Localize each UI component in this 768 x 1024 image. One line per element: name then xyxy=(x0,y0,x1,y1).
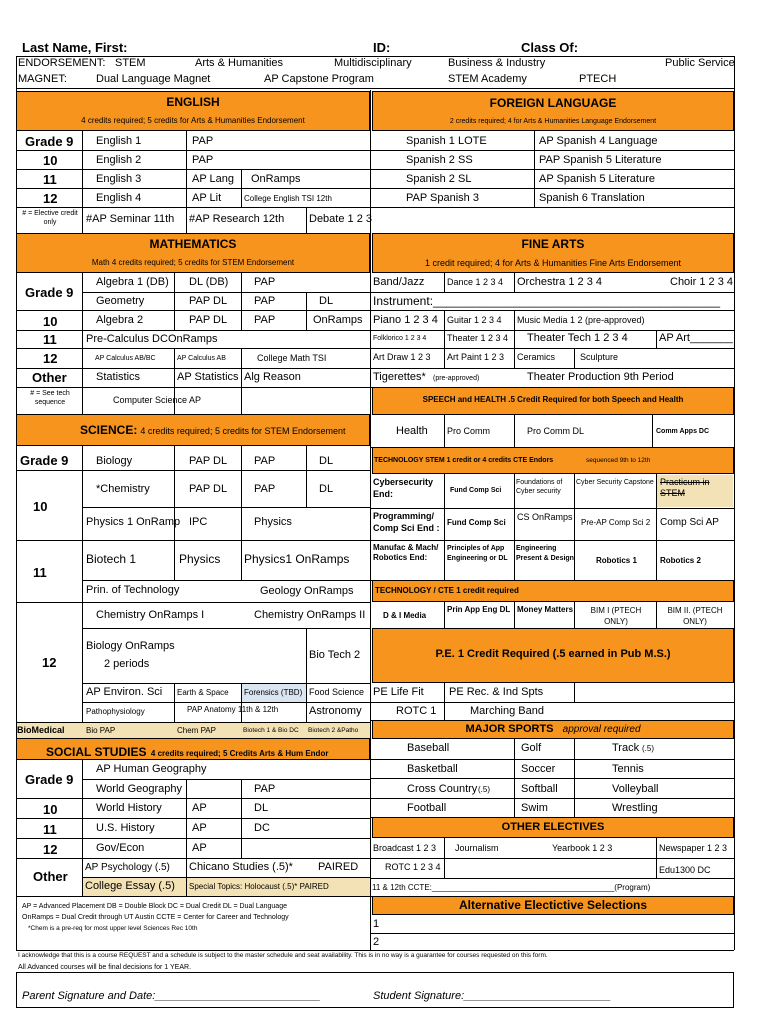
speech-title: SPEECH and HEALTH .5 Credit Required for both Speech and Health xyxy=(422,395,684,404)
math-grade-other: Other xyxy=(32,370,67,385)
pe-life-fit[interactable]: PE Life Fit xyxy=(373,686,424,698)
english-4-ap-lit[interactable]: AP Lit xyxy=(192,192,222,204)
english-3[interactable]: English 3 xyxy=(96,173,142,185)
ipc[interactable]: IPC xyxy=(189,516,208,528)
biology-onramps[interactable]: Biology OnRamps xyxy=(86,640,175,652)
biology[interactable]: Biology xyxy=(96,455,133,467)
algebra-2-pap-dl[interactable]: PAP DL xyxy=(189,314,228,326)
wrestling[interactable]: Wrestling xyxy=(612,802,658,814)
science-heading xyxy=(80,424,346,437)
biomedical-label: BioMedical xyxy=(17,725,65,735)
physics-11[interactable]: Physics xyxy=(179,552,221,566)
chemistry-dl[interactable]: DL xyxy=(319,483,334,495)
us-history[interactable]: U.S. History xyxy=(96,822,155,834)
special-topics-holocaust[interactable]: Special Topics: Holocaust (.5)* PAIRED xyxy=(189,882,329,891)
robotics-1[interactable]: Robotics 1 xyxy=(596,556,637,565)
instrument-field[interactable]: Instrument:___________________________________________ xyxy=(373,294,720,308)
legend-line-1: AP = Advanced Placement DB = Double Block DC = Dual Credit DL = Dual Language xyxy=(22,903,287,910)
ap-environ-sci[interactable]: AP Environ. Sci xyxy=(86,686,163,698)
cross-country-credit: (.5) xyxy=(478,785,490,794)
biotech-2[interactable]: Bio Tech 2 xyxy=(309,649,361,661)
science-title: SCIENCE: xyxy=(80,423,138,437)
chicano-studies[interactable]: Chicano Studies (.5)* xyxy=(189,861,293,873)
english-grade-10: 10 xyxy=(43,153,58,168)
biology-pap[interactable]: PAP xyxy=(254,455,276,467)
tech-stem-title: TECHNOLOGY STEM 1 credit or 4 credits CTE Endors xyxy=(374,457,554,464)
magnet-capstone[interactable]: AP Capstone Program xyxy=(264,73,374,85)
ap-statistics[interactable]: AP Statistics xyxy=(177,371,239,383)
spanish-6[interactable]: Spanish 6 Translation xyxy=(539,192,645,204)
geometry-pap-dl[interactable]: PAP DL xyxy=(189,295,228,307)
swim[interactable]: Swim xyxy=(521,802,548,814)
class-of-label: Class Of: xyxy=(521,40,579,55)
world-history-dl[interactable]: DL xyxy=(254,802,269,814)
endorsement-label: ENDORSEMENT: xyxy=(18,57,106,69)
spanish-2-sl[interactable]: Spanish 2 SL xyxy=(406,173,472,185)
ap-psychology[interactable]: AP Psychology (.5) xyxy=(85,862,170,873)
science-grade-12: 12 xyxy=(42,655,57,670)
biotech-1[interactable]: Biotech 1 xyxy=(86,552,137,566)
endorsement-business[interactable]: Business & Industry xyxy=(448,57,546,69)
social-grade-10: 10 xyxy=(43,802,58,817)
math-sub: Math 4 credits required; 5 credits for STEM Endorsement xyxy=(91,258,295,267)
algebra-2[interactable]: Algebra 2 xyxy=(96,314,144,326)
pathophysiology[interactable]: Pathophysiology xyxy=(86,707,145,716)
endorsement-arts[interactable]: Arts & Humanities xyxy=(195,57,284,69)
band-jazz[interactable]: Band/Jazz xyxy=(373,276,425,288)
algebra-1-pap[interactable]: PAP xyxy=(254,276,276,288)
choir[interactable]: Choir 1 2 3 4 xyxy=(670,276,733,288)
ap-seminar[interactable]: #AP Seminar 11th xyxy=(86,213,175,225)
last-name-label: Last Name, First: xyxy=(22,40,128,55)
volleyball[interactable]: Volleyball xyxy=(612,783,659,795)
geology-onramps[interactable]: Geology OnRamps xyxy=(260,585,354,597)
pap-spanish-5[interactable]: PAP Spanish 5 Literature xyxy=(539,154,662,166)
english-grade-11: 11 xyxy=(43,172,57,187)
comp-sci-ap[interactable]: Comp Sci AP xyxy=(660,517,719,528)
magnet-ptech[interactable]: PTECH xyxy=(579,73,617,85)
art-paint[interactable]: Art Paint 1 2 3 xyxy=(447,352,505,362)
fine-arts-sub: 1 credit required; 4 for Arts & Humanities Fine Arts Endorsement xyxy=(424,258,682,268)
social-grade-9: Grade 9 xyxy=(25,772,74,787)
prin-app-eng-dl[interactable]: Prin App Eng DL xyxy=(447,605,511,614)
sports-note: approval required xyxy=(562,724,641,735)
computer-science-ap[interactable]: Computer Science AP xyxy=(113,395,202,405)
pro-comm-dl[interactable]: Pro Comm DL xyxy=(527,426,585,436)
legend-line-2: OnRamps = Dual Credit through UT Austin CCTE = Center for Career and Technology xyxy=(22,914,289,921)
baseball[interactable]: Baseball xyxy=(407,742,450,754)
paired-1: PAIRED xyxy=(318,861,359,873)
fund-comp-sci-cyber[interactable]: Fund Comp Sci xyxy=(450,487,502,494)
english-4[interactable]: English 4 xyxy=(96,192,142,204)
college-essay[interactable]: College Essay (.5) xyxy=(85,880,175,892)
math-tech-note: # = See tech sequence xyxy=(30,390,70,406)
alternative-title: Alternative Electictive Selections xyxy=(458,898,648,912)
advanced-note: All Advanced courses will be final decisions for 1 YEAR. xyxy=(18,964,192,971)
legend-line-3: *Chem is a pre-req for most upper level Sciences Rec 10th xyxy=(28,925,198,932)
chemistry-pap[interactable]: PAP xyxy=(254,483,276,495)
social-grade-other: Other xyxy=(33,869,68,884)
tech-stem-sequence: sequenced 9th to 12th xyxy=(586,457,651,464)
pre-ap-comp-sci-2[interactable]: Pre-AP Comp Sci 2 xyxy=(581,518,651,527)
algebra-2-pap[interactable]: PAP xyxy=(254,314,276,326)
science-sub: 4 credits required; 5 credits for STEM Endorsement xyxy=(140,426,346,436)
track-credit: (.5) xyxy=(642,744,654,753)
geometry-pap[interactable]: PAP xyxy=(254,295,276,307)
english-3-onramps[interactable]: OnRamps xyxy=(251,173,301,185)
other-electives-title: OTHER ELECTIVES xyxy=(501,821,605,833)
social-grade-11: 11 xyxy=(43,822,57,837)
ceramics[interactable]: Ceramics xyxy=(517,352,556,362)
money-matters[interactable]: Money Matters xyxy=(517,605,573,614)
alternative-2[interactable]: 2 xyxy=(373,936,380,948)
physics-1-onramp[interactable]: Physics 1 OnRamp xyxy=(86,516,181,528)
spanish-1[interactable]: Spanish 1 LOTE xyxy=(406,135,487,147)
earth-space[interactable]: Earth & Space xyxy=(177,688,229,697)
bim-1[interactable]: BIM I (PTECH ONLY) xyxy=(590,606,642,627)
english-title: ENGLISH xyxy=(166,95,220,109)
chemistry[interactable]: *Chemistry xyxy=(96,483,150,495)
ap-spanish-4[interactable]: AP Spanish 4 Language xyxy=(539,135,658,147)
foreign-sub: 2 credits required; 4 for Arts & Humanities Language Endorsement xyxy=(449,118,657,125)
manufac-end: Manufac & Mach/ Robotics End: xyxy=(373,543,439,563)
physics[interactable]: Physics xyxy=(254,516,292,528)
guitar[interactable]: Guitar 1 2 3 4 xyxy=(447,315,502,325)
debate[interactable]: Debate 1 2 3 xyxy=(309,213,372,225)
tigerettes-note: (pre-approved) xyxy=(433,375,480,382)
foreign-title: FOREIGN LANGUAGE xyxy=(489,96,617,110)
ap-research[interactable]: #AP Research 12th xyxy=(189,213,285,225)
practicum-stem[interactable]: Practicum in STEM xyxy=(660,477,710,499)
astronomy[interactable]: Astronomy xyxy=(309,705,362,717)
music-media[interactable]: Music Media 1 2 (pre-approved) xyxy=(517,315,645,325)
rotc-1234[interactable]: ROTC 1 2 3 4 xyxy=(385,862,441,872)
magnet-label: MAGNET: xyxy=(18,73,67,85)
algebra-2-onramps[interactable]: OnRamps xyxy=(313,314,363,326)
food-science[interactable]: Food Science xyxy=(309,687,365,697)
bio-pap[interactable]: Bio PAP xyxy=(86,726,116,735)
soccer[interactable]: Soccer xyxy=(521,763,556,775)
social-grade-12: 12 xyxy=(43,842,58,857)
football[interactable]: Football xyxy=(407,802,447,814)
ap-human-geography[interactable]: AP Human Geography xyxy=(96,763,207,775)
english-elective-note: # = Elective credit only xyxy=(22,210,78,226)
college-math[interactable]: College Math TSI xyxy=(257,353,327,363)
theater-production[interactable]: Theater Production 9th Period xyxy=(527,371,674,383)
dance[interactable]: Dance 1 2 3 4 xyxy=(447,277,504,287)
world-history-ap[interactable]: AP xyxy=(192,802,207,814)
robotics-2[interactable]: Robotics 2 xyxy=(660,556,701,565)
math-grade-9: Grade 9 xyxy=(25,285,74,300)
biology-onramps-periods: 2 periods xyxy=(104,658,150,670)
folklorico[interactable]: Folklorico 1 2 3 4 xyxy=(373,335,427,342)
acknowledgement: I acknowledge that this is a course REQUEST and a schedule is subject to the master schedule and seat availability. This is in no way is a guarantee for courses requested on this form. xyxy=(18,952,548,959)
ap-calc-abbc[interactable]: AP Calculus AB/BC xyxy=(95,355,156,362)
pro-comm[interactable]: Pro Comm xyxy=(447,426,491,436)
foundations-cyber[interactable]: Foundations of Cyber security xyxy=(516,479,563,496)
alg-reason[interactable]: Alg Reason xyxy=(244,371,301,383)
science-grade-10: 10 xyxy=(33,499,48,514)
orchestra[interactable]: Orchestra 1 2 3 4 xyxy=(517,276,602,288)
student-signature[interactable]: Student Signature:________________________ xyxy=(373,990,611,1002)
tech-cte-title: TECHNOLOGY / CTE 1 credit required xyxy=(375,586,519,595)
physics-onramps[interactable]: Physics1 OnRamps xyxy=(244,552,350,566)
programming-end: Programming/ Comp Sci End : xyxy=(373,511,440,533)
statistics[interactable]: Statistics xyxy=(96,371,141,383)
science-grade-9: Grade 9 xyxy=(20,453,69,468)
english-grade-12: 12 xyxy=(43,191,58,206)
pap-anatomy[interactable]: PAP Anatomy 11th & 12th xyxy=(187,705,279,714)
algebra-1[interactable]: Algebra 1 (DB) xyxy=(96,276,169,288)
ap-spanish-5[interactable]: AP Spanish 5 Literature xyxy=(539,173,655,185)
english-grade-9: Grade 9 xyxy=(25,134,74,149)
ccte-field[interactable]: 11 & 12th CCTE:_________________________________________(Program) xyxy=(372,883,651,892)
principles-app-eng[interactable]: Principles of App Engineering or DL xyxy=(447,545,508,562)
basketball[interactable]: Basketball xyxy=(407,763,458,775)
math-title: MATHEMATICS xyxy=(149,237,237,251)
biotech-1-bio-dc[interactable]: Biotech 1 & Bio DC xyxy=(243,727,299,734)
tennis[interactable]: Tennis xyxy=(612,763,644,775)
us-history-dc[interactable]: DC xyxy=(254,822,270,834)
broadcast[interactable]: Broadcast 1 2 3 xyxy=(373,843,437,853)
us-history-ap[interactable]: AP xyxy=(192,822,207,834)
yearbook[interactable]: Yearbook 1 2 3 xyxy=(552,843,613,853)
social-heading xyxy=(46,744,328,760)
sports-title: MAJOR SPORTS xyxy=(465,723,554,735)
art-draw[interactable]: Art Draw 1 2 3 xyxy=(373,352,431,362)
english-3-ap-lang[interactable]: AP Lang xyxy=(192,173,235,185)
gov-econ-ap[interactable]: AP xyxy=(192,842,207,854)
english-4-college[interactable]: College English TSI 12th xyxy=(244,194,332,203)
chem-pap[interactable]: Chem PAP xyxy=(177,726,216,735)
biology-dl[interactable]: DL xyxy=(319,455,334,467)
edu1300-dc[interactable]: Edu1300 DC xyxy=(659,865,711,875)
biotech-2-patho[interactable]: Biotech 2 &Patho xyxy=(308,727,359,734)
fund-comp-sci-prog[interactable]: Fund Comp Sci xyxy=(447,518,506,527)
pap-spanish-3[interactable]: PAP Spanish 3 xyxy=(406,192,479,204)
world-geography[interactable]: World Geography xyxy=(96,783,183,795)
chemistry-onramps-1[interactable]: Chemistry OnRamps I xyxy=(96,609,205,621)
sculpture[interactable]: Sculpture xyxy=(580,352,619,362)
fine-arts-title: FINE ARTS xyxy=(521,237,585,251)
precalc-dc[interactable]: Pre-Calculus DC xyxy=(86,333,168,345)
chemistry-pap-dl[interactable]: PAP DL xyxy=(189,483,228,495)
biology-pap-dl[interactable]: PAP DL xyxy=(189,455,228,467)
english-sub: 4 credits required; 5 credits for Arts & Humanities Endorsement xyxy=(81,116,305,125)
world-geography-pap[interactable]: PAP xyxy=(254,783,276,795)
cross-country[interactable]: Cross Country xyxy=(407,783,478,795)
tigerettes[interactable]: Tigerettes* xyxy=(373,371,426,383)
social-title: SOCIAL STUDIES xyxy=(46,745,147,759)
cybersecurity-end: Cybersecurity End: xyxy=(373,477,434,499)
pe-title: P.E. 1 Credit Required (.5 earned in Pub M.S.) xyxy=(435,648,671,660)
health[interactable]: Health xyxy=(396,425,428,437)
ap-calc-ab[interactable]: AP Calculus AB xyxy=(177,355,226,362)
cyber-capstone[interactable]: Cyber Security Capstone xyxy=(576,479,654,486)
softball[interactable]: Softball xyxy=(521,783,558,795)
algebra-1-dl[interactable]: DL (DB) xyxy=(189,276,229,288)
cs-onramps[interactable]: CS OnRamps xyxy=(517,512,573,522)
parent-signature[interactable]: Parent Signature and Date:___________________________ xyxy=(22,990,321,1002)
d-i-media[interactable]: D & I Media xyxy=(383,611,427,620)
pe-rec[interactable]: PE Rec. & Ind Spts xyxy=(449,686,544,698)
sports-heading xyxy=(372,724,734,735)
piano[interactable]: Piano 1 2 3 4 xyxy=(373,314,438,326)
ap-art[interactable]: AP Art_______ xyxy=(659,332,733,344)
marching-band[interactable]: Marching Band xyxy=(470,705,544,717)
geometry[interactable]: Geometry xyxy=(96,295,145,307)
endorsement-stem[interactable]: STEM xyxy=(115,57,146,69)
alternative-1[interactable]: 1 xyxy=(373,918,380,930)
track[interactable]: Track xyxy=(612,742,640,754)
id-label: ID: xyxy=(373,40,391,55)
magnet-dual[interactable]: Dual Language Magnet xyxy=(96,73,211,85)
endorsement-public[interactable]: Public Service xyxy=(665,57,735,69)
engineering-design[interactable]: Engineering Present & Design xyxy=(516,545,574,562)
gov-econ[interactable]: Gov/Econ xyxy=(96,842,145,854)
newspaper[interactable]: Newspaper 1 2 3 xyxy=(659,843,728,853)
prin-technology[interactable]: Prin. of Technology xyxy=(86,584,180,596)
spanish-2-ss[interactable]: Spanish 2 SS xyxy=(406,154,473,166)
theater[interactable]: Theater 1 2 3 4 xyxy=(447,333,509,343)
math-grade-12: 12 xyxy=(43,351,58,366)
english-2[interactable]: English 2 xyxy=(96,154,142,166)
social-sub: 4 credits required; 5 Credits Arts & Hum Endor xyxy=(150,749,329,758)
golf[interactable]: Golf xyxy=(521,742,542,754)
endorsement-multi[interactable]: Multidisciplinary xyxy=(334,57,412,69)
forensics[interactable]: Forensics (TBD) xyxy=(244,688,303,697)
math-grade-11: 11 xyxy=(43,332,57,347)
chemistry-onramps-2[interactable]: Chemistry OnRamps II xyxy=(254,609,366,621)
rotc-1[interactable]: ROTC 1 xyxy=(396,705,437,717)
geometry-dl[interactable]: DL xyxy=(319,295,334,307)
theater-tech[interactable]: Theater Tech 1 2 3 4 xyxy=(527,332,628,344)
journalism[interactable]: Journalism xyxy=(455,843,499,853)
magnet-stem[interactable]: STEM Academy xyxy=(448,73,527,85)
world-history[interactable]: World History xyxy=(96,802,162,814)
english-1-pap[interactable]: PAP xyxy=(192,135,214,147)
math-grade-10: 10 xyxy=(43,314,58,329)
bim-2[interactable]: BIM II. (PTECH ONLY) xyxy=(667,606,723,627)
science-grade-11: 11 xyxy=(33,565,47,580)
precalc-onramps[interactable]: OnRamps xyxy=(168,333,218,345)
english-2-pap[interactable]: PAP xyxy=(192,154,214,166)
comm-apps-dc[interactable]: Comm Apps DC xyxy=(656,428,710,435)
english-1[interactable]: English 1 xyxy=(96,135,142,147)
